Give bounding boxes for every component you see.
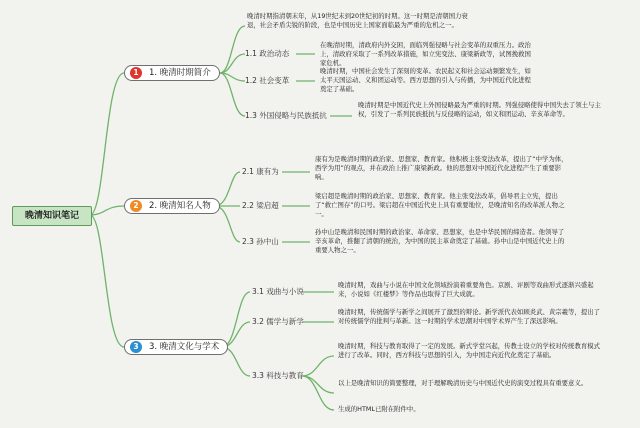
- item-1-2-label[interactable]: 1.2 社会变革: [245, 76, 290, 85]
- intro-text: 晚清时期指清朝末年，从19世纪末到20世纪初的时期。这一时期是清朝国力衰退，社会矛盾尖锐的阶段，也是中国历史上国家面临最为严重的危机之一。: [247, 12, 468, 29]
- item-1-3-text: 晚清时期是中国近代史上外国侵略最为严重的时期。列强侵略使得中国失去了领土与主权，引发了一系列民族抵抗与反侵略的运动，如义和团运动、辛亥革命等。: [358, 101, 601, 118]
- item-2-1-text: 康有为是晚清时期的政治家、思想家、教育家。他积极主张变法改革，提出了“中学为体，西学为用”的观点，并在政治上推广康梁新政。他的思想对中国近代化进程产生了重要影响。: [315, 155, 568, 181]
- badge-3: 3: [130, 341, 142, 353]
- connector-s1-3: [220, 73, 245, 116]
- item-3-3-label[interactable]: 3.3 科技与教育: [252, 371, 304, 380]
- connector-s3-1: [222, 292, 250, 347]
- section-3-title: 3. 晚清文化与学术: [149, 342, 220, 352]
- connector-intro: [220, 26, 245, 73]
- connector-s1-1: [220, 54, 245, 73]
- badge-1: 1: [130, 67, 142, 79]
- item-3-2-text: 晚清时期，传统儒学与新学之间展开了激烈的辩论。新学派代表如顾炎武、黄宗羲等，提出了对传统儒学的批判与革新。这一时期的学术思潮对中国学术界产生了深远影响。: [338, 308, 601, 325]
- item-2-2-label[interactable]: 2.2 梁启超: [242, 201, 279, 210]
- section-1-title: 1. 晚清时期简介: [149, 68, 211, 78]
- item-1-1-text: 在晚清时期，清政府内外交困，面临列强侵略与社会变革的双重压力。政治上，清政府采取了一系列改革措施，如立宪变法、康梁新政等，试图挽救国家危机。: [320, 41, 531, 67]
- section-3-node[interactable]: [124, 339, 228, 355]
- section-1-node[interactable]: [124, 65, 220, 81]
- item-1-1-label[interactable]: 1.1 政治动态: [245, 49, 290, 58]
- summary-text: 以上是晚清知识的简要整理，对于理解晚清历史与中国近代史的演变过程具有重要意义。: [338, 379, 588, 387]
- item-2-2-text: 梁启超是晚清时期的政治家、思想家、教育家。他主张变法改革，倡导君主立宪，提出了“救亡图存”的口号。梁启超在中国近代史上具有重要地位，是晚清知名的改革派人物之一。: [315, 192, 565, 218]
- connector-root-s1: [90, 73, 124, 215]
- connector-s2-3: [215, 206, 240, 242]
- connector-root-s3: [90, 215, 124, 347]
- section-2-node[interactable]: [124, 198, 220, 214]
- root-node[interactable]: 晚清知识笔记: [12, 206, 92, 226]
- attachment-note: 生成的HTML已附在附件中。: [338, 405, 420, 413]
- item-3-1-text: 晚清时期，戏曲与小说在中国文化领域扮演着重要角色。京剧、评剧等戏曲形式逐渐兴盛起来，小说如《红楼梦》等作品也取得了巨大成就。: [338, 281, 594, 298]
- section-2-title: 2. 晚清知名人物: [149, 201, 211, 211]
- item-2-3-label[interactable]: 2.3 孙中山: [242, 237, 279, 246]
- item-2-3-text: 孙中山是晚清和民国时期的政治家、革命家、思想家，也是中华民国的缔造者。他领导了辛亥革命，推翻了清朝的统治，为中国的民主革命奠定了基础。孙中山是中国近代史上的重要人物之一。: [315, 228, 565, 254]
- item-3-3-text: 晚清时期，科技与教育取得了一定的发展。新式学堂兴起，传教士设立的学校对传统教育模式进行了改革。同时，西方科技与思想的引入，为中国走向近代化奠定了基础。: [338, 342, 601, 359]
- badge-2: 2: [130, 200, 142, 212]
- item-1-3-label[interactable]: 1.3 外国侵略与民族抵抗: [245, 111, 327, 120]
- item-1-2-text: 晚清时期，中国社会发生了深刻的变革。农民起义和社会运动频繁发生，如太平天国运动、义和团运动等。西方思想的引入与传播，为中国近代化进程奠定了基础。: [320, 67, 531, 93]
- item-2-1-label[interactable]: 2.1 康有为: [242, 167, 279, 176]
- item-3-2-label[interactable]: 3.2 儒学与新学: [252, 317, 304, 326]
- item-3-1-label[interactable]: 3.1 戏曲与小说: [252, 287, 304, 296]
